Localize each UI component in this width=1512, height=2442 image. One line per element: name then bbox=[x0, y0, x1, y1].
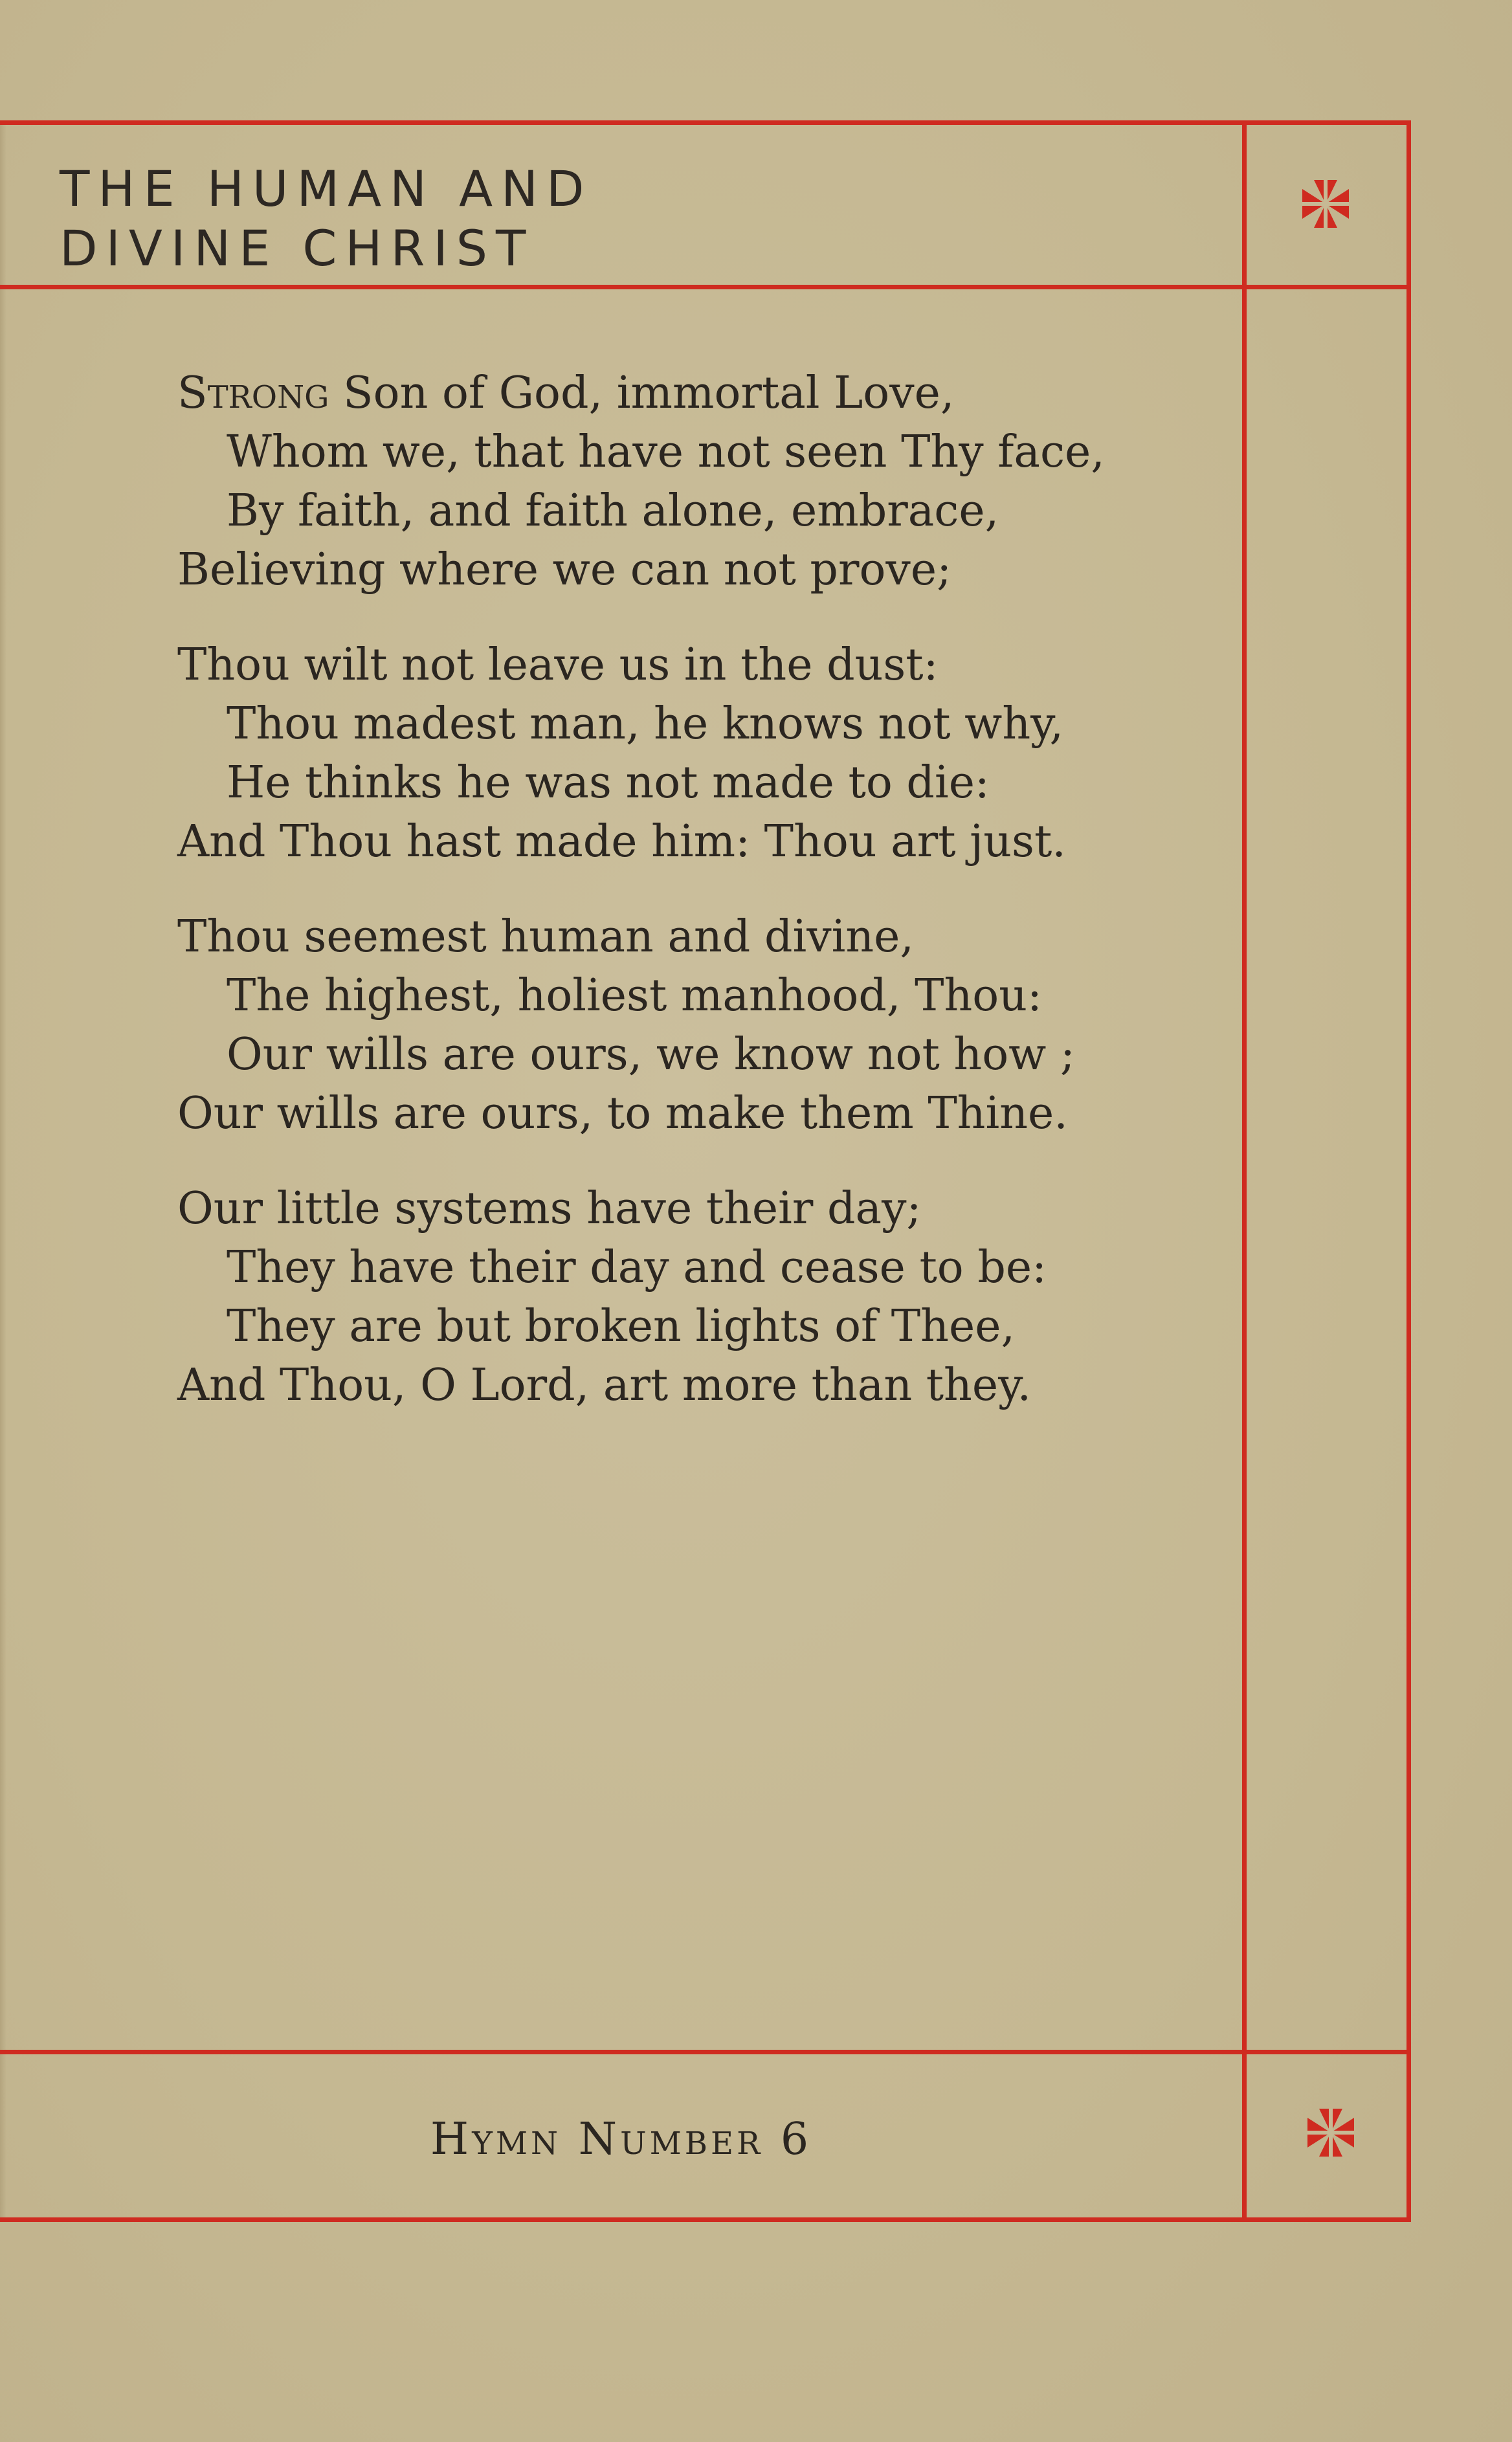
stanza bbox=[177, 364, 1226, 599]
drop-word: Strong bbox=[177, 368, 329, 419]
poem-line: Thou madest man, he knows not why, bbox=[227, 698, 1064, 749]
poem-line: Thou wilt not leave us in the dust: bbox=[177, 639, 939, 691]
poem-line: He thinks he was not made to die: bbox=[227, 757, 990, 808]
stanza bbox=[177, 907, 1226, 1143]
poem-line: Our little systems have their day; bbox=[177, 1183, 922, 1234]
poem-line: They are but broken lights of Thee, bbox=[227, 1301, 1016, 1352]
poem-line: Our wills are ours, to make them Thine. bbox=[177, 1088, 1068, 1139]
stanza bbox=[177, 636, 1226, 871]
poem-line bbox=[177, 364, 1226, 423]
title-line-2: DIVINE CHRIST bbox=[60, 219, 535, 277]
hymn-number: Hymn Number 6 bbox=[430, 2114, 812, 2165]
header-rule bbox=[0, 285, 1411, 289]
maltese-cross-icon bbox=[1305, 2103, 1357, 2162]
poem-line: Our wills are ours, we know not how ; bbox=[227, 1029, 1075, 1080]
poem-line: And Thou, O Lord, art more than they. bbox=[177, 1360, 1032, 1411]
poem-line: The highest, holiest manhood, Thou: bbox=[227, 970, 1042, 1021]
poem-line: By faith, and faith alone, embrace, bbox=[227, 485, 999, 537]
poem-line: Believing where we can not prove; bbox=[177, 544, 951, 595]
title-line-1: THE HUMAN AND bbox=[60, 160, 593, 217]
footer-rule bbox=[0, 2050, 1411, 2054]
page-title bbox=[60, 159, 1225, 278]
stanza bbox=[177, 1179, 1226, 1415]
poem-line: Thou seemest human and divine, bbox=[177, 911, 915, 962]
poem-line: And Thou hast made him: Thou art just. bbox=[177, 816, 1066, 867]
hymn-text bbox=[177, 364, 1226, 1451]
poem-line-rest: Son of God, immortal Love, bbox=[329, 368, 955, 419]
poem-line: They have their day and cease to be: bbox=[227, 1242, 1047, 1293]
poem-line: Whom we, that have not seen Thy face, bbox=[227, 427, 1105, 478]
frame-vertical-rule bbox=[1242, 120, 1247, 2222]
maltese-cross-icon bbox=[1300, 175, 1351, 233]
